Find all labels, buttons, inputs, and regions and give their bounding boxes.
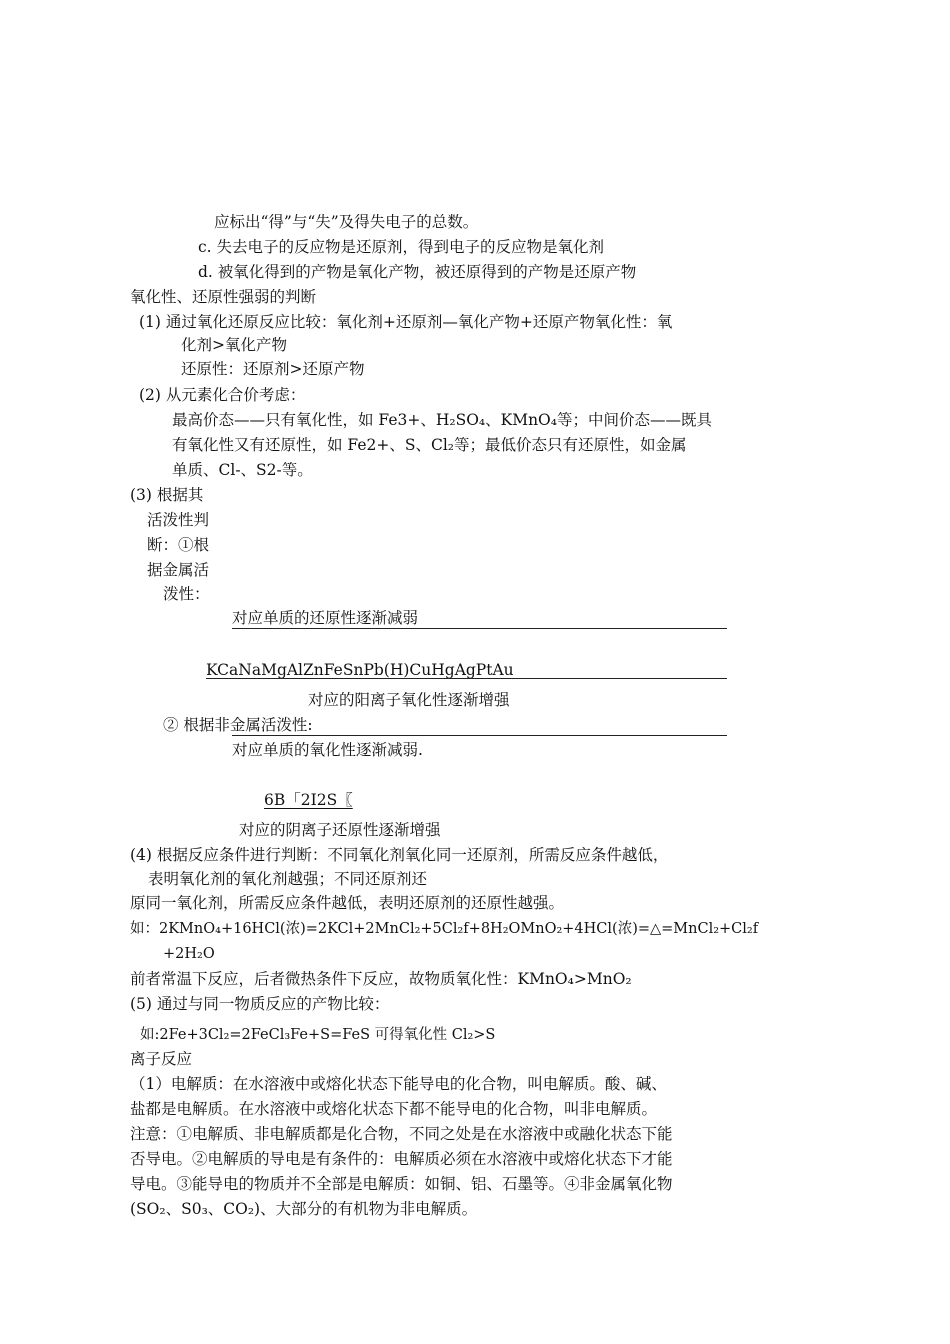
text-line: (3) 根据其 — [130, 486, 204, 504]
equation-line: 如:2Fe+3Cl₂=2FeCl₃Fe+S=FeS 可得氧化性 Cl₂>S — [140, 1027, 496, 1043]
text-line: 化剂>氧化产物 — [181, 336, 287, 354]
nonmetal-series: 6B「2I2S〖 — [264, 791, 353, 809]
text-line: (1) 通过氧化还原反应比较：氧化剂+还原剂—氧化产物+还原产物氧化性：氧 — [139, 313, 673, 331]
arrow-label-oxidizability: 对应单质的氧化性逐渐减弱. — [232, 741, 423, 759]
section-heading: 氧化性、还原性强弱的判断 — [130, 288, 317, 306]
text-line: (SO₂、S0₃、CO₂)、大部分的有机物为非电解质。 — [130, 1200, 478, 1218]
arrow-line — [232, 735, 727, 736]
text-line: 断：①根 — [147, 536, 210, 554]
equation-line: 如：2KMnO₄+16HCl(浓)=2KCl+2MnCl₂+5Cl₂f+8H₂OMnO₂+4HCl(浓)=△=MnCl₂+Cl₂f — [130, 921, 759, 937]
text-line: 前者常温下反应，后者微热条件下反应，故物质氧化性：KMnO₄>MnO₂ — [130, 970, 632, 988]
text-line: 导电。③能导电的物质并不全部是电解质：如铜、铝、石墨等。④非金属氧化物 — [130, 1175, 673, 1193]
arrow-label-cation: 对应的阳离子氧化性逐渐增强 — [308, 691, 510, 709]
text-line: c. 失去电子的反应物是还原剂，得到电子的反应物是氧化剂 — [198, 238, 605, 256]
metal-activity-series: KCaNaMgAlZnFeSnPb(H)CuHgAgPtAu — [206, 661, 514, 679]
equation-line: +2H₂O — [163, 946, 215, 962]
text-line: 有氧化性又有还原性，如 Fe2+、S、Cl₂等；最低价态只有还原性，如金属 — [172, 436, 687, 454]
text-line: (2) 从元素化合价考虑： — [139, 386, 306, 404]
arrow-label-reducibility: 对应单质的还原性逐渐减弱 — [232, 609, 419, 627]
text-line: 还原性：还原剂>还原产物 — [181, 360, 365, 378]
text-line: 原同一氧化剂，所需反应条件越低，表明还原剂的还原性越强。 — [130, 894, 565, 912]
arrow-line — [206, 678, 727, 679]
text-line: 单质、Cl-、S2-等。 — [172, 461, 313, 479]
text-line: 最高价态——只有氧化性，如 Fe3+、H₂SO₄、KMnO₄等；中间价态——既具 — [172, 411, 712, 429]
text-line: ② 根据非金属活泼性: — [163, 716, 313, 734]
text-line: 据金属活 — [147, 561, 210, 579]
text-line: 盐都是电解质。在水溶液中或熔化状态下都不能导电的化合物，叫非电解质。 — [130, 1100, 658, 1118]
text-line: (4) 根据反应条件进行判断：不同氧化剂氧化同一还原剂，所需反应条件越低， — [130, 846, 669, 864]
arrow-label-anion: 对应的阴离子还原性逐渐增强 — [239, 821, 441, 839]
text-line: （1）电解质：在水溶液中或熔化状态下能导电的化合物，叫电解质。酸、碱、 — [130, 1075, 667, 1093]
text-line: 注意：①电解质、非电解质都是化合物，不同之处是在水溶液中或融化状态下能 — [130, 1125, 673, 1143]
text-line: d. 被氧化得到的产物是氧化产物，被还原得到的产物是还原产物 — [198, 263, 637, 281]
text-line: (5) 通过与同一物质反应的产物比较： — [130, 995, 390, 1013]
text-line: 否导电。②电解质的导电是有条件的：电解质必须在水溶液中或熔化状态下才能 — [130, 1150, 673, 1168]
text-line: 泼性： — [163, 585, 210, 603]
text-line: 应标出“得”与“失”及得失电子的总数。 — [214, 213, 479, 231]
text-line: 表明氧化剂的氧化剂越强；不同还原剂还 — [148, 870, 428, 888]
arrow-line — [232, 628, 727, 629]
text-line: 活泼性判 — [147, 511, 210, 529]
section-heading: 离子反应 — [130, 1050, 193, 1068]
